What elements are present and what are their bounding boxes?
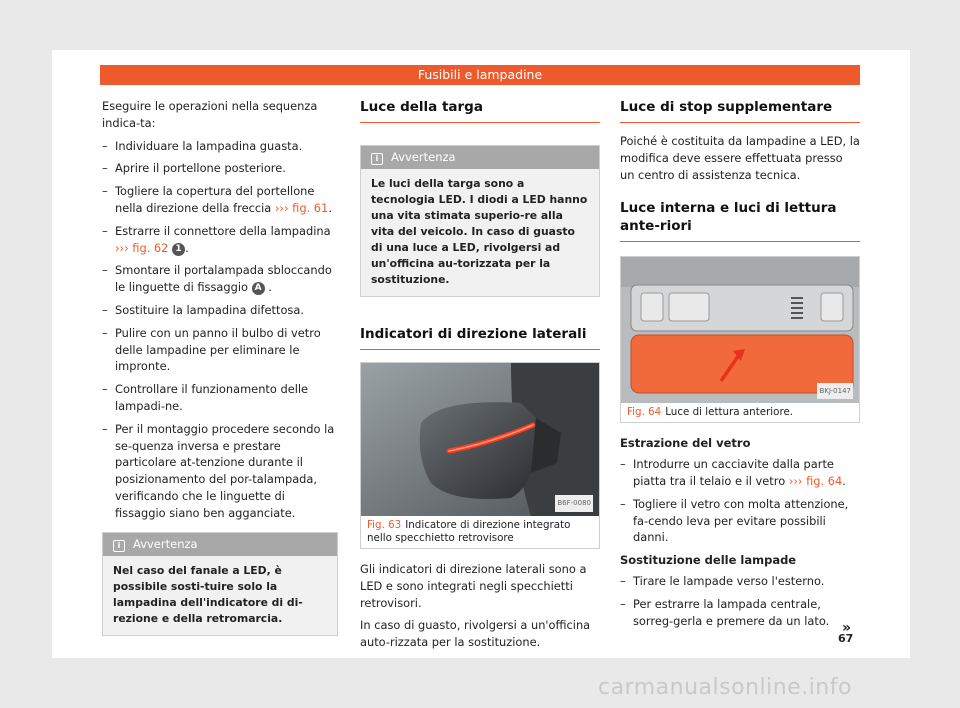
fig-64-link[interactable]: ››› fig. 64 (788, 473, 843, 488)
paragraph: Gli indicatori di direzione laterali sono a LED e sono integrati negli specchietti retrovisori. (360, 562, 587, 610)
paragraph: In caso di guasto, rivolgersi a un'officina auto-rizzata per la sostituzione. (360, 618, 591, 650)
list-item: – Togliere la copertura del portellone nella direzione della freccia ››› fig. 61. (102, 183, 338, 217)
reading-light-illustration (621, 257, 859, 403)
list-item: – Tirare le lampade verso l'esterno. (620, 573, 860, 590)
callout-a: A (252, 282, 265, 295)
heading-luce-interna: Luce interna e luci di lettura ante-riori (620, 199, 860, 242)
paragraph: Poiché è costituita da lampadine a LED, la modifica deve essere effettuata presso un centro di assistenza tecnica. (620, 134, 860, 182)
figure-caption: Fig. 64 Luce di lettura anteriore. (621, 403, 859, 422)
fig-62-link[interactable]: ››› fig. 62 (115, 240, 169, 255)
figure-63 (360, 362, 600, 549)
watermark: carmanualsonline.info (598, 675, 852, 700)
section-header: Fusibili e lampadine (100, 65, 860, 85)
info-icon: i (113, 540, 125, 552)
list-item: – Introdurre un cacciavite dalla parte piatta tra il telaio e il vetro ››› fig. 64. (620, 456, 860, 490)
step-list (620, 573, 860, 629)
list-item: – Smontare il portalampada sbloccando le linguette di fissaggio A . (102, 262, 338, 296)
column-2 (360, 98, 600, 657)
warning-header: i Avvertenza (361, 146, 599, 169)
mirror-image (361, 363, 599, 516)
column-3 (620, 98, 860, 635)
fig-61-link[interactable]: ››› fig. 61 (274, 200, 329, 215)
warning-box (360, 145, 600, 297)
heading-stop: Luce di stop supplementare (620, 98, 860, 123)
continue-mark: » (842, 620, 852, 636)
list-item: – Per estrarre la lampada centrale, sorreg-gerla e premere da un lato. (620, 596, 860, 630)
warning-box (102, 532, 338, 636)
list-item: – Pulire con un panno il bulbo di vetro delle lampadine per eliminare le impronte. (102, 325, 338, 375)
mirror-illustration (361, 363, 599, 516)
list-item: – Aprire il portellone posteriore. (102, 160, 338, 177)
list-item: – Togliere il vetro con molta attenzione, fa-cendo leva per evitare possibili danni. (620, 496, 860, 546)
list-item: – Sostituire la lampadina difettosa. (102, 302, 338, 319)
info-icon: i (371, 153, 383, 165)
warning-header: i Avvertenza (103, 533, 337, 556)
list-item: – Individuare la lampadina guasta. (102, 138, 338, 155)
reading-light-image (621, 257, 859, 403)
intro-text: Eseguire le operazioni nella sequenza indica-ta: (102, 99, 318, 130)
figure-64 (620, 256, 860, 423)
figure-code: B6F-0080 (555, 495, 593, 512)
step-list (102, 138, 338, 522)
list-item: – Per il montaggio procedere secondo la se-quenza inversa e prestare particolare at-tenzione durante il posizionamento del por-talampada, verificando che le linguette di fissaggio siano ben agganciate. (102, 421, 338, 522)
list-item: – Estrarre il connettore della lampadina ››› fig. 62 1 . (102, 223, 338, 257)
heading-indicatori: Indicatori di direzione laterali (360, 325, 600, 350)
figure-code: BKJ-0147 (817, 383, 853, 400)
page-number: 67 (838, 632, 854, 645)
step-list (620, 456, 860, 546)
figure-caption: Fig. 63 Indicatore di direzione integrato nello specchietto retrovisore (361, 516, 599, 548)
subheading-estrazione: Estrazione del vetro (620, 436, 751, 451)
heading-luce-targa: Luce della targa (360, 98, 600, 123)
warning-text: Nel caso del fanale a LED, è possibile sosti-tuire solo la lampadina dell'indicatore di di-rezione e della retromarcia. (113, 563, 303, 625)
column-1 (102, 98, 338, 636)
list-item: – Controllare il funzionamento delle lampadi-ne. (102, 381, 338, 415)
warning-text: Le luci della targa sono a tecnologia LED. I diodi a LED hanno una vita stimata superio-re alla vita del veicolo. In caso di guasto di una luce a LED, rivolgersi ad un'officina au-torizzata per la sostituzione. (371, 177, 588, 286)
subheading-sostituzione: Sostituzione delle lampade (620, 553, 797, 568)
callout-1: 1 (172, 243, 185, 256)
